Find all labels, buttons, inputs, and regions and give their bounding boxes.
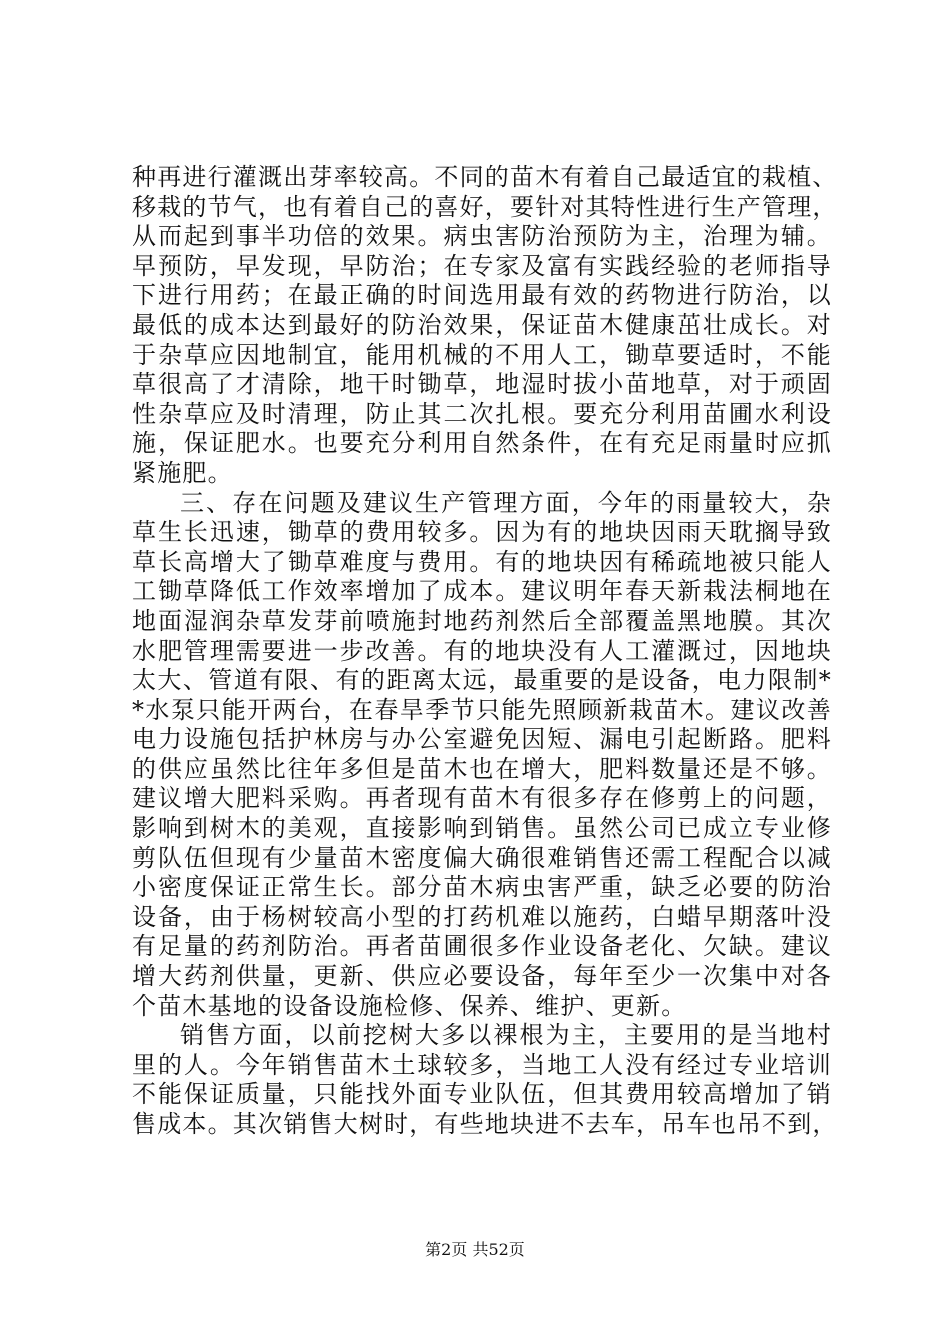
text-line: 售成本。其次销售大树时，有些地块进不去车，吊车也吊不到， (132, 1110, 838, 1138)
text-line: 工锄草降低工作效率增加了成本。建议明年春天新栽法桐地在 (132, 577, 832, 606)
text-line: 剪队伍但现有少量苗木密度偏大确很难销售还需工程配合以减 (132, 843, 832, 872)
text-line: 水肥管理需要进一步改善。有的地块没有人工灌溉过，因地块 (132, 636, 832, 665)
text-line: 性杂草应及时清理，防止其二次扎根。要充分利用苗圃水利设 (132, 399, 832, 428)
text-line: 的供应虽然比往年多但是苗木也在增大，肥料数量还是不够。 (132, 754, 832, 783)
page-footer: 第2页 共52页 (425, 1240, 525, 1259)
text-line: 个苗木基地的设备设施检修、保养、维护、更新。 (132, 991, 687, 1020)
text-line: 地面湿润杂草发芽前喷施封地药剂然后全部覆盖黑地膜。其次 (132, 606, 832, 635)
text-line: 里的人。今年销售苗木土球较多，当地工人没有经过专业培训 (132, 1050, 832, 1079)
text-line: 三、存在问题及建议生产管理方面，今年的雨量较大，杂 (180, 488, 832, 517)
text-line: 不能保证质量，只能找外面专业队伍，但其费用较高增加了销 (132, 1080, 832, 1109)
text-line: 太大、管道有限、有的距离太远，最重要的是设备，电力限制* (132, 666, 832, 695)
text-line: 于杂草应因地制宜，能用机械的不用人工，锄草要适时，不能 (132, 340, 832, 369)
text-line: 种再进行灌溉出芽率较高。不同的苗木有着自己最适宜的栽植、 (132, 163, 838, 191)
text-line: 早预防，早发现，早防治；在专家及富有实践经验的老师指导 (132, 251, 832, 280)
text-line: 增大药剂供量，更新、供应必要设备，每年至少一次集中对各 (132, 962, 832, 991)
text-line: 设备，由于杨树较高小型的打药机难以施药，白蜡早期落叶没 (132, 902, 832, 931)
text-line: 下进行用药；在最正确的时间选用最有效的药物进行防治，以 (132, 281, 832, 310)
text-line: 销售方面，以前挖树大多以裸根为主，主要用的是当地村 (180, 1021, 832, 1050)
body-text (132, 163, 838, 1140)
paragraph (132, 1021, 838, 1139)
paragraph (132, 489, 832, 1022)
text-line: 建议增大肥料采购。再者现有苗木有很多存在修剪上的问题， (132, 784, 832, 813)
text-line: 从而起到事半功倍的效果。病虫害防治预防为主，治理为辅。 (132, 222, 832, 251)
text-line: 草长高增大了锄草难度与费用。有的地块因有稀疏地被只能人 (132, 547, 832, 576)
text-line: 影响到树木的美观，直接影响到销售。虽然公司已成立专业修 (132, 814, 832, 843)
text-line: 小密度保证正常生长。部分苗木病虫害严重，缺乏必要的防治 (132, 873, 832, 902)
text-line: 紧施肥。 (132, 458, 233, 487)
text-line: 最低的成本达到最好的防治效果，保证苗木健康茁壮成长。对 (132, 310, 832, 339)
text-line: 草生长迅速，锄草的费用较多。因为有的地块因雨天耽搁导致 (132, 518, 832, 547)
text-line: 有足量的药剂防治。再者苗圃很多作业设备老化、欠缺。建议 (132, 932, 832, 961)
text-line: 草很高了才清除，地干时锄草，地湿时拔小苗地草，对于顽固 (132, 370, 832, 399)
text-line: 施，保证肥水。也要充分利用自然条件，在有充足雨量时应抓 (132, 429, 832, 458)
text-line: 移栽的节气，也有着自己的喜好，要针对其特性进行生产管理， (132, 192, 838, 221)
text-line: 电力设施包括护林房与办公室避免因短、漏电引起断路。肥料 (132, 725, 832, 754)
paragraph (132, 163, 838, 489)
text-line: *水泵只能开两台，在春旱季节只能先照顾新栽苗木。建议改善 (132, 695, 832, 724)
